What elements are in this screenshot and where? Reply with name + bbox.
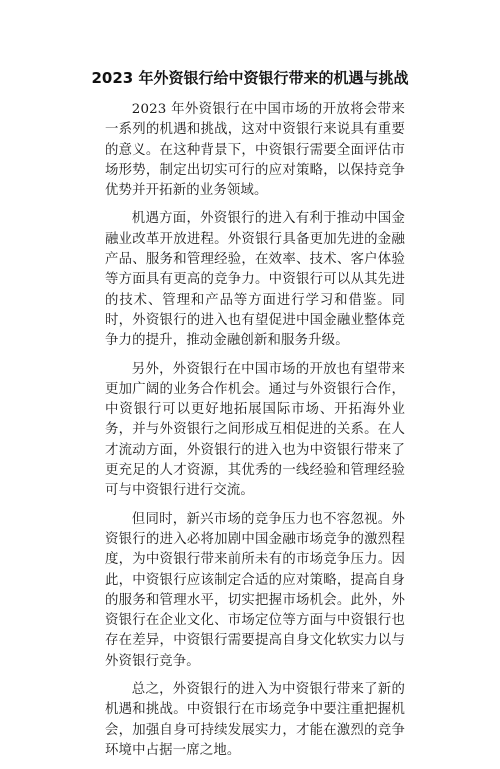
paragraph-5: 总之，外资银行的进入为中资银行带来了新的机遇和挑战。中资银行在市场竞争中要注重把握机会，加强自身可持续发展实力，才能在激烈的竞争环境中占据一席之地。: [105, 682, 405, 758]
document-body: [105, 100, 405, 769]
paragraph-2: 机遇方面，外资银行的进入有利于推动中国金融业改革开放进程。外资银行具备更加先进的金融产品、服务和管理经验，在效率、技术、客户体验等方面具有更高的竞争力。中资银行可以从其先进的技术、管理和产品等方面进行学习和借鉴。同时，外资银行的进入也有望促进中国金融业整体竞争力的提升，推动金融创新和服务升级。: [105, 211, 405, 349]
paragraph-1: 2023 年外资银行在中国市场的开放将会带来一系列的机遇和挑战，这对中资银行来说具有重要的意义。在这种背景下，中资银行需要全面评估市场形势，制定出切实可行的应对策略，以保持竞争优势并开拓新的业务领域。: [105, 102, 405, 199]
paragraph-3: 另外，外资银行在中国市场的开放也有望带来更加广阔的业务合作机会。通过与外资银行合作，中资银行可以更好地拓展国际市场、开拓海外业务，并与外资银行之间形成互相促进的关系。在人才流动方面，外资银行的进入也为中资银行带来了更充足的人才资源，其优秀的一线经验和管理经验可与中资银行进行交流。: [105, 361, 405, 499]
document-title: 2023 年外资银行给中资银行带来的机遇与挑战: [91, 69, 409, 87]
paragraph-4: 但同时，新兴市场的竞争压力也不容忽视。外资银行的进入必将加剧中国金融市场竞争的激烈程度，为中资银行带来前所未有的市场竞争压力。因此，中资银行应该制定合适的应对策略，提高自身的服务和管理水平，切实把握市场机会。此外，外资银行在企业文化、市场定位等方面与中资银行也存在差异，中资银行需要提高自身文化软实力以与外资银行竞争。: [105, 511, 405, 669]
